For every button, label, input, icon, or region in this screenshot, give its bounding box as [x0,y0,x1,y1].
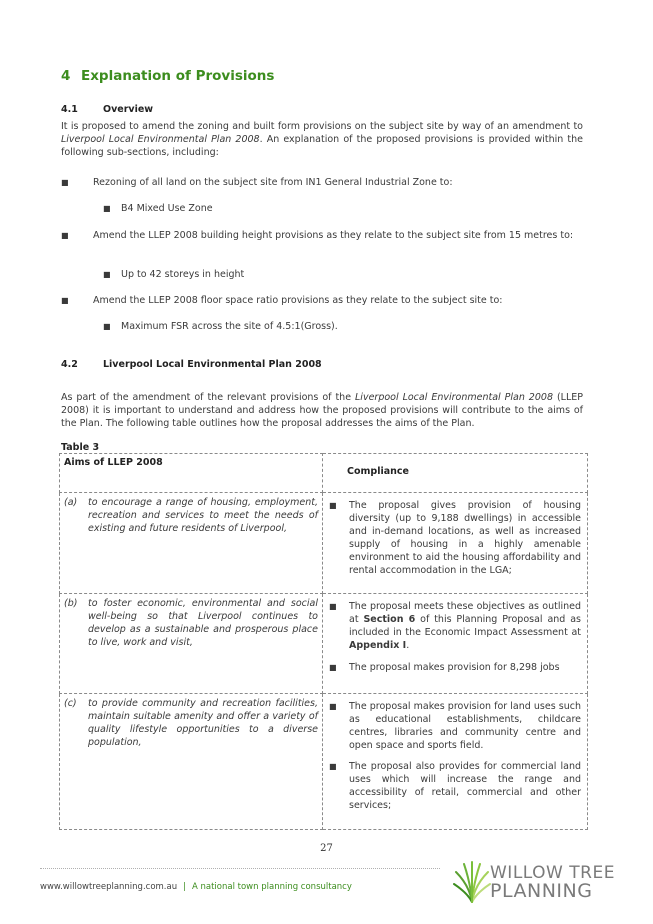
llep-paragraph: As part of the amendment of the relevant provisions of the Liverpool Local Environmental Plan 2008 (LLEP 2008) it is important to understand and address how the proposed provisions will contribute to the aims of the Plan. The following table outlines how the proposal addresses the aims of the Plan. [61,392,583,429]
section-title: Explanation of Provisions [81,68,275,84]
bullet-icon: ■ [329,762,337,771]
table-row [60,493,588,594]
bullet-icon: ■ [61,231,69,240]
bullet-icon: ■ [329,602,337,611]
page-number: 27 [320,843,333,854]
overview-number: 4.1 [61,104,78,115]
list-item: ■ Amend the LLEP 2008 building height provisions as they relate to the subject site from 15 metres to: [61,230,574,241]
aim-cell: (c) to provide community and recreation facilities, maintain suitable amenity and offer a variety of quality lifestyle opportunities to a diverse population, [60,694,323,830]
aims-table [59,453,588,830]
bullet-icon: ■ [103,204,111,213]
overview-title: Overview [103,104,154,115]
bullet-icon: ■ [329,702,337,711]
bullet-icon: ■ [329,663,337,672]
table-header-cell: Aims of LLEP 2008 [60,454,323,493]
list-item: ■ B4 Mixed Use Zone [103,203,213,214]
list-item: ■ Rezoning of all land on the subject site from IN1 General Industrial Zone to: [61,177,453,188]
willow-tree-logo-icon [452,860,492,904]
list-item: ■ Up to 42 storeys in height [103,269,245,280]
compliance-cell: ■ The proposal meets these objectives as outlined at Section 6 of this Planning Proposal and as included in the Economic Impact Assessment at Appendix I. ■ The proposal makes provision for 8,298 jobs [323,594,588,694]
bullet-icon: ■ [329,501,337,510]
table-row [60,694,588,830]
section-heading [61,68,274,84]
table-header-row [60,454,588,493]
list-item: ■ Maximum FSR across the site of 4.5:1(Gross). [103,321,338,332]
footer-divider [40,868,440,869]
aim-cell: (b) to foster economic, environmental and social well-being so that Liverpool continues to develop as a sustainable and prosperous place to live, work and visit, [60,594,323,694]
bullet-icon: ■ [103,322,111,331]
table-row [60,594,588,694]
plan-name-italic: Liverpool Local Environmental Plan 2008 [355,392,553,403]
section-number: 4 [61,68,71,84]
table-header-cell: Compliance [323,454,588,493]
bullet-icon: ■ [61,178,69,187]
footer [40,882,352,892]
list-item: ■ Amend the LLEP 2008 floor space ratio provisions as they relate to the subject site to: [61,295,503,306]
compliance-cell: ■ The proposal makes provision for land uses such as educational establishments, childcare centres, libraries and community centre and open space and sports field. ■ The proposal also provides for commercial land uses which will increase the range and accessibility of retail, commercial and other services; [323,694,588,830]
compliance-cell: ■ The proposal gives provision of housing diversity (up to 9,188 dwellings) in accessible and in-demand locations, as well as increased supply of housing in a highly amenable environment to aid the housing affordability and rental accommodation in the LGA; [323,493,588,594]
footer-tagline: A national town planning consultancy [191,882,352,892]
llep-number: 4.2 [61,359,78,370]
overview-heading [61,104,153,115]
llep-title: Liverpool Local Environmental Plan 2008 [103,359,322,370]
aim-cell: (a) to encourage a range of housing, employment, recreation and services to meet the needs of existing and future residents of Liverpool, [60,493,323,594]
llep-heading [61,359,322,370]
bullet-icon: ■ [61,296,69,305]
bullet-icon: ■ [103,270,111,279]
footer-separator: | [183,882,186,892]
willow-tree-logo-text: WILLOW TREE PLANNING [490,863,615,902]
table-title: Table 3 [61,442,100,453]
plan-name-italic: Liverpool Local Environmental Plan 2008 [61,134,260,145]
overview-paragraph: It is proposed to amend the zoning and built form provisions on the subject site by way of an amendment to Liverpool Local Environmental Plan 2008. An explanation of the proposed provisions is provided within the following sub-sections, including: [61,121,583,158]
footer-url[interactable]: www.willowtreeplanning.com.au [40,882,178,892]
